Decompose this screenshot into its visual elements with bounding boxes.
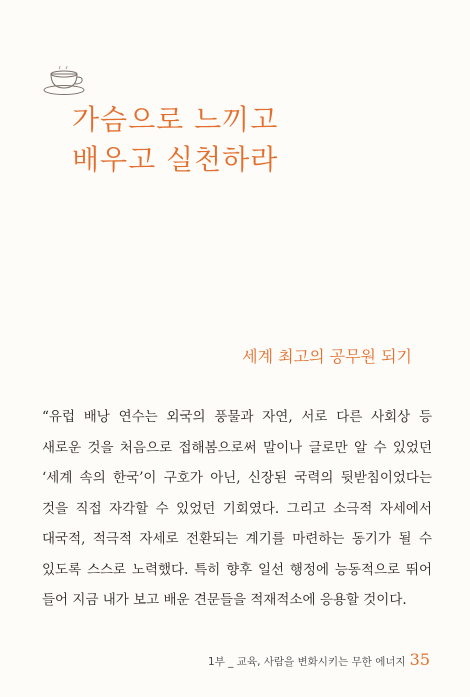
section-heading: 세계 최고의 공무원 되기 (242, 347, 412, 366)
body-line: ‘세계 속의 한국’이 구호가 아닌, 신장된 국력의 뒷받침이었다는 (42, 470, 432, 486)
body-line: 것을 직접 자각할 수 있었던 기회였다. 그리고 소극적 자세에서 (42, 500, 432, 517)
teacup-icon (42, 66, 86, 96)
body-line: 새로운 것을 처음으로 접해봄으로써 말이나 글로만 알 수 있었던 (42, 439, 432, 456)
chapter-title-line-1: 가슴으로 느끼고 (72, 103, 279, 136)
running-head: 1부 _ 교육, 사람을 변화시키는 무한 에너지 (208, 656, 406, 668)
page-number: 35 (409, 650, 430, 669)
body-line: 있도록 스스로 노력했다. 특히 향후 일선 행정에 능동적으로 뛰어 (42, 561, 432, 578)
body-line: 대국적, 적극적 자세로 전환되는 계기를 마련하는 동기가 될 수 (42, 531, 432, 547)
body-paragraph (42, 402, 432, 616)
chapter-title-line-2: 배우고 실천하라 (72, 143, 279, 176)
page-footer (208, 650, 430, 669)
chapter-title (72, 100, 278, 180)
body-line: “유럽 배낭 연수는 외국의 풍물과 자연, 서로 다른 사회상 등 (42, 409, 432, 425)
body-line: 들어 지금 내가 보고 배운 견문들을 적재적소에 응용할 것이다. (42, 592, 407, 608)
